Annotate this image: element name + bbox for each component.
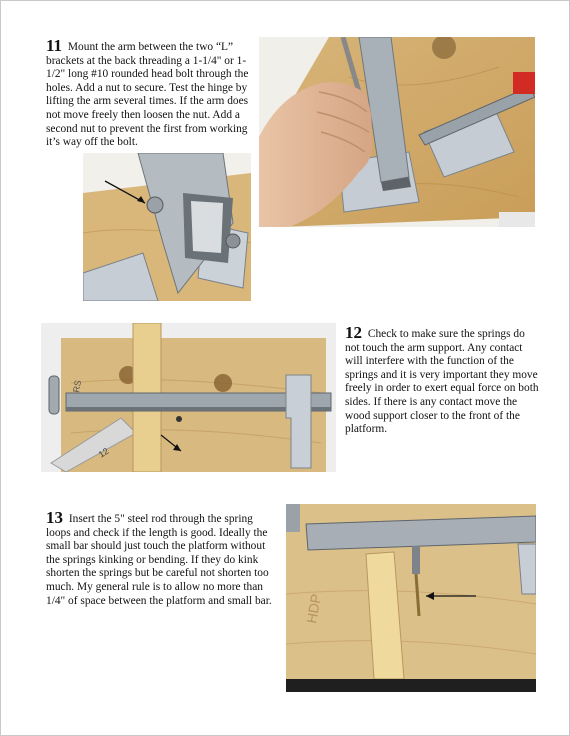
board-stamp-text: HDP	[303, 592, 325, 625]
photo-rod-spring-loops	[286, 504, 536, 692]
step-13-text: Insert the 5" steel rod through the spring loops and check if the length is good. Ideally the small bar should just touch the platform without the springs kinking or bending. If they do kink shorten the springs but be careful not shorten too much. My general rule is to allow no more than 1/4" of space between the platform and small bar.	[46, 513, 272, 607]
step-12	[345, 323, 541, 437]
photo-hinge-bolt-closeup	[83, 153, 251, 301]
ruler-number: 12	[96, 445, 111, 460]
ruler-label: RS	[71, 379, 84, 394]
step-12-number: 12	[345, 323, 362, 342]
step-11-number: 11	[46, 36, 63, 55]
step-12-text: Check to make sure the springs do not touch the arm support. Any contact will interfere with the function of the springs and it is very important they move freely in order to exert equal force on both sides. If there is any contact move the wood support closer to the front of the platform.	[345, 328, 539, 436]
photo-hand-lifting-arm	[259, 37, 535, 227]
step-13	[46, 508, 272, 608]
step-11	[46, 36, 249, 150]
photo-top-view-springs	[41, 323, 336, 472]
step-11-text: Mount the arm between the two “L” brackets at the back threading a 1-1/4" or 1-1/2" long #10 rounded head bolt through the holes. Add a nut to secure. Test the hinge by lifting the arm several times. If the arm does not move freely then loosen the nut. Add a second nut to prevent the first from working it’s way off the bolt.	[46, 41, 249, 149]
step-13-number: 13	[46, 508, 63, 527]
